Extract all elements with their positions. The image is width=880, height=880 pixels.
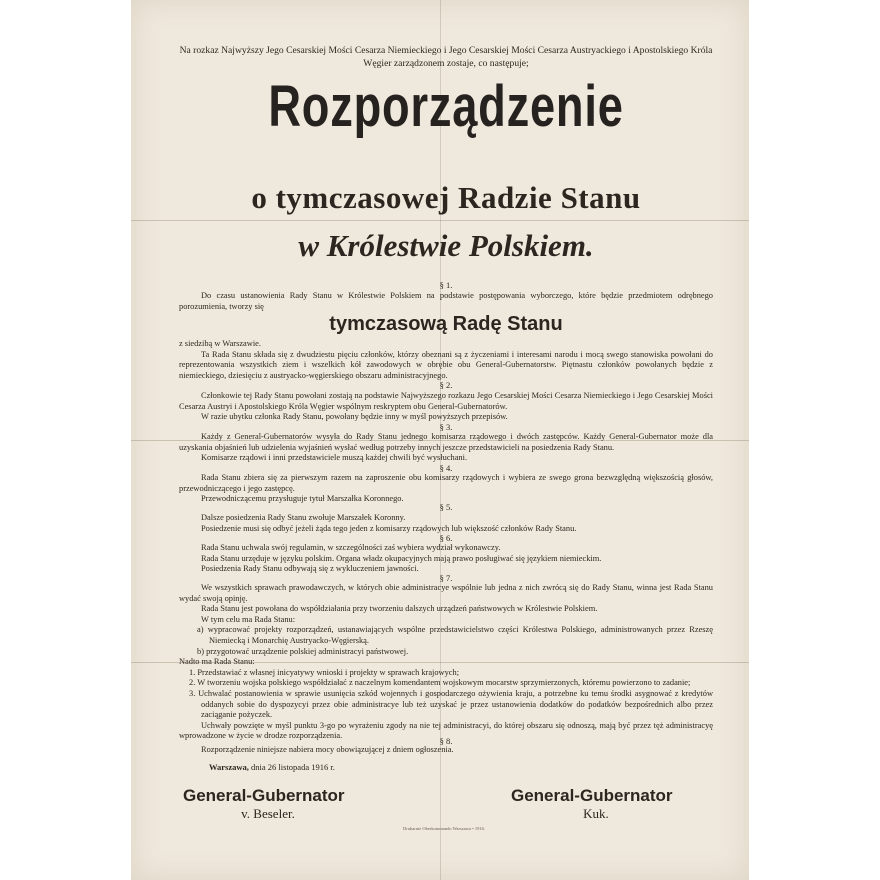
paragraph: Nadto ma Rada Stanu: bbox=[179, 657, 255, 667]
section-heading: § 4. bbox=[439, 463, 453, 473]
signature-name: Kuk. bbox=[583, 806, 609, 821]
date-text: dnia 26 listopada 1916 r. bbox=[251, 762, 335, 772]
list-item: 1. Przedstawiać z własnej inicyatywy wnioski i projekty w sprawach krajowych; bbox=[189, 667, 460, 677]
signature-title: General-Gubernator bbox=[511, 786, 673, 805]
paragraph: Przewodniczącemu przysługuje tytuł Marszałka Koronnego. bbox=[201, 494, 404, 504]
section-heading: § 7. bbox=[439, 573, 453, 583]
paragraph: Rada Stanu uchwala swój regulamin, w szczególności zaś wybiera wydział wykonawczy. bbox=[201, 543, 501, 552]
section-8-body bbox=[179, 745, 713, 756]
paragraph: We wszystkich sprawach prawodawczych, w których obie administracye wspólnie lub jedna z nich zwrócą się do Rady Stanu, winna jest Rada Stanu wydać swoją opinję. bbox=[179, 583, 713, 603]
signature-left bbox=[183, 786, 353, 822]
date-place: Warszawa, bbox=[209, 762, 249, 772]
paragraph: Każdy z General-Gubernatorów wysyła do Rady Stanu jednego komisarza rządowego i dwóch zastępców. Każdy General-Gubernator może dla uzyskania objaśnień lub udzielenia wyjaśnień wysłać według potrzeby innych jeszcze przedstawicieli na posiedzenia Rady Stanu. bbox=[179, 432, 713, 452]
signature-right bbox=[511, 786, 681, 822]
section-heading: § 5. bbox=[439, 502, 453, 512]
section-3-body bbox=[179, 432, 713, 464]
section-6-body bbox=[179, 543, 713, 575]
paragraph: Dalsze posiedzenia Rady Stanu zwołuje Marszałek Koronny. bbox=[201, 513, 406, 522]
subtitle-line-2: w Królestwie Polskiem. bbox=[298, 228, 594, 263]
section-4-body bbox=[179, 473, 713, 505]
list-item: 3. Uchwalać postanowienia w sprawie usunięcia szkód wojennych i gospodarczego ożywienia kraju, a potrzebne ku temu środki asygnować z kredytów oddanych sobie do dyspozycyi przez obie administracye lub też uzyskać je przez ustanowienia dodatków do podatków bezpośrednich albo przez zaciąganie pożyczek. bbox=[189, 688, 713, 720]
paragraph: Posiedzenie musi się odbyć jeżeli żąda tego jeden z komisarzy rządowych lub większość członków Rady Stanu. bbox=[201, 523, 577, 533]
paragraph: Posiedzenia Rady Stanu odbywają się z wykluczeniem jawności. bbox=[201, 564, 419, 574]
signature-name: v. Beseler. bbox=[241, 806, 295, 821]
printer-imprint: Drukarnie Oberkommando Warszawa • 1916. bbox=[403, 826, 485, 831]
paragraph: Rozporządzenie niniejsze nabiera mocy obowiązującej z dniem ogłoszenia. bbox=[201, 745, 454, 754]
paragraph: W razie ubytku członka Rady Stanu, powołany będzie inny w myśl powyższych przepisów. bbox=[201, 412, 508, 422]
paragraph: Uchwały powzięte w myśl punktu 3-go po wyrażeniu zgody na nie tej administracyi, do której obszaru się odnoszą, mają być przez tęż administracyę wprowadzone w życie w drodze rozporządzenia. bbox=[179, 720, 713, 741]
section-1-intro bbox=[179, 291, 713, 312]
paragraph: Komisarze rządowi i inni przedstawiciele muszą każdej chwili być wysłuchani. bbox=[201, 453, 468, 463]
section-heading: § 2. bbox=[439, 380, 453, 390]
poster-sheet bbox=[131, 0, 749, 880]
paragraph: Rada Stanu jest powołana do współdziałania przy tworzeniu dalszych urządzeń państwowych w Królestwie Polskiem. bbox=[201, 604, 598, 614]
section-heading: § 3. bbox=[439, 422, 453, 432]
paragraph: W tym celu ma Rada Stanu: bbox=[201, 614, 296, 624]
paragraph: Rada Stanu urzęduje w języku polskim. Organa władz okupacyjnych mają prawo posługiwać się językiem niemieckim. bbox=[201, 553, 602, 563]
paragraph: z siedzibą w Warszawie. bbox=[179, 339, 261, 348]
paragraph: Do czasu ustanowienia Rady Stanu w Królestwie Polskiem na podstawie postępowania wyborczego, które będzie przedmiotem odrębnego porozumienia, tworzy się bbox=[179, 291, 713, 311]
subtitle: o tymczasowej Radzie Stanu bbox=[251, 180, 641, 215]
section-2-body bbox=[179, 391, 713, 423]
council-banner: tymczasową Radę Stanu bbox=[329, 313, 563, 335]
signature-title: General-Gubernator bbox=[183, 786, 345, 805]
list-item: b) przygotować urządzenie polskiej administracyi państwowej. bbox=[197, 646, 409, 656]
section-7-body bbox=[179, 583, 713, 742]
paragraph: Członkowie tej Rady Stanu powołani zostają na podstawie Najwyższego rozkazu Jego Cesarskiej Mości Cesarza Niemieckiego i Jego Cesarskiej Mości Cesarza Austryi i Apostolskiego Króla Węgier wspólnym reskryptem obu General-Gubernatorów. bbox=[179, 391, 713, 411]
list-item: a) wypracować projekty rozporządzeń, ustanawiających wspólne przedstawicielstwo części Królestwa Polskiego, administrowanych przez Rzeszę Niemiecką i Monarchię Austryacko-Węgierską. bbox=[197, 625, 713, 645]
list-item: 2. W tworzeniu wojska polskiego współdziałać z naczelnym komendantem wojskowym mocarstw sprzymierzonych, któremu powierzono to zadanie; bbox=[189, 678, 691, 688]
section-heading: § 6. bbox=[439, 533, 453, 543]
date-line bbox=[209, 762, 335, 772]
paragraph: Rada Stanu zbiera się za pierwszym razem na zaproszenie obu komisarzy rządowych i wybiera ze swego grona bezwzględną większością głosów, przewodniczącego i jego zastępcę. bbox=[179, 473, 713, 493]
section-5-body bbox=[179, 513, 713, 534]
section-1-body bbox=[179, 339, 713, 381]
section-heading: § 1. bbox=[439, 280, 453, 290]
paragraph: Ta Rada Stanu składa się z dwudziestu pięciu członków, którzy obeznani są z życzeniami i interesami narodu i mocą swego stanowiska powołani do reprezentowania wszystkich ziem i wszelkich kół zawodowych w obrębie obu General-Gubernatorstw. Piętnastu członków powołanych będzie z niemieckiego, dziesięciu z austryacko-węgierskiego obszaru administracyjnego. bbox=[179, 349, 713, 380]
section-heading: § 8. bbox=[439, 736, 453, 746]
main-title: Rozporządzenie bbox=[268, 74, 624, 139]
preamble: Na rozkaz Najwyższy Jego Cesarskiej Mości Cesarza Niemieckiego i Jego Cesarskiej Mości Cesarza Austryackiego i Apostolskiego Króla Węgier zarządzonem zostaje, co następuje; bbox=[179, 45, 713, 69]
